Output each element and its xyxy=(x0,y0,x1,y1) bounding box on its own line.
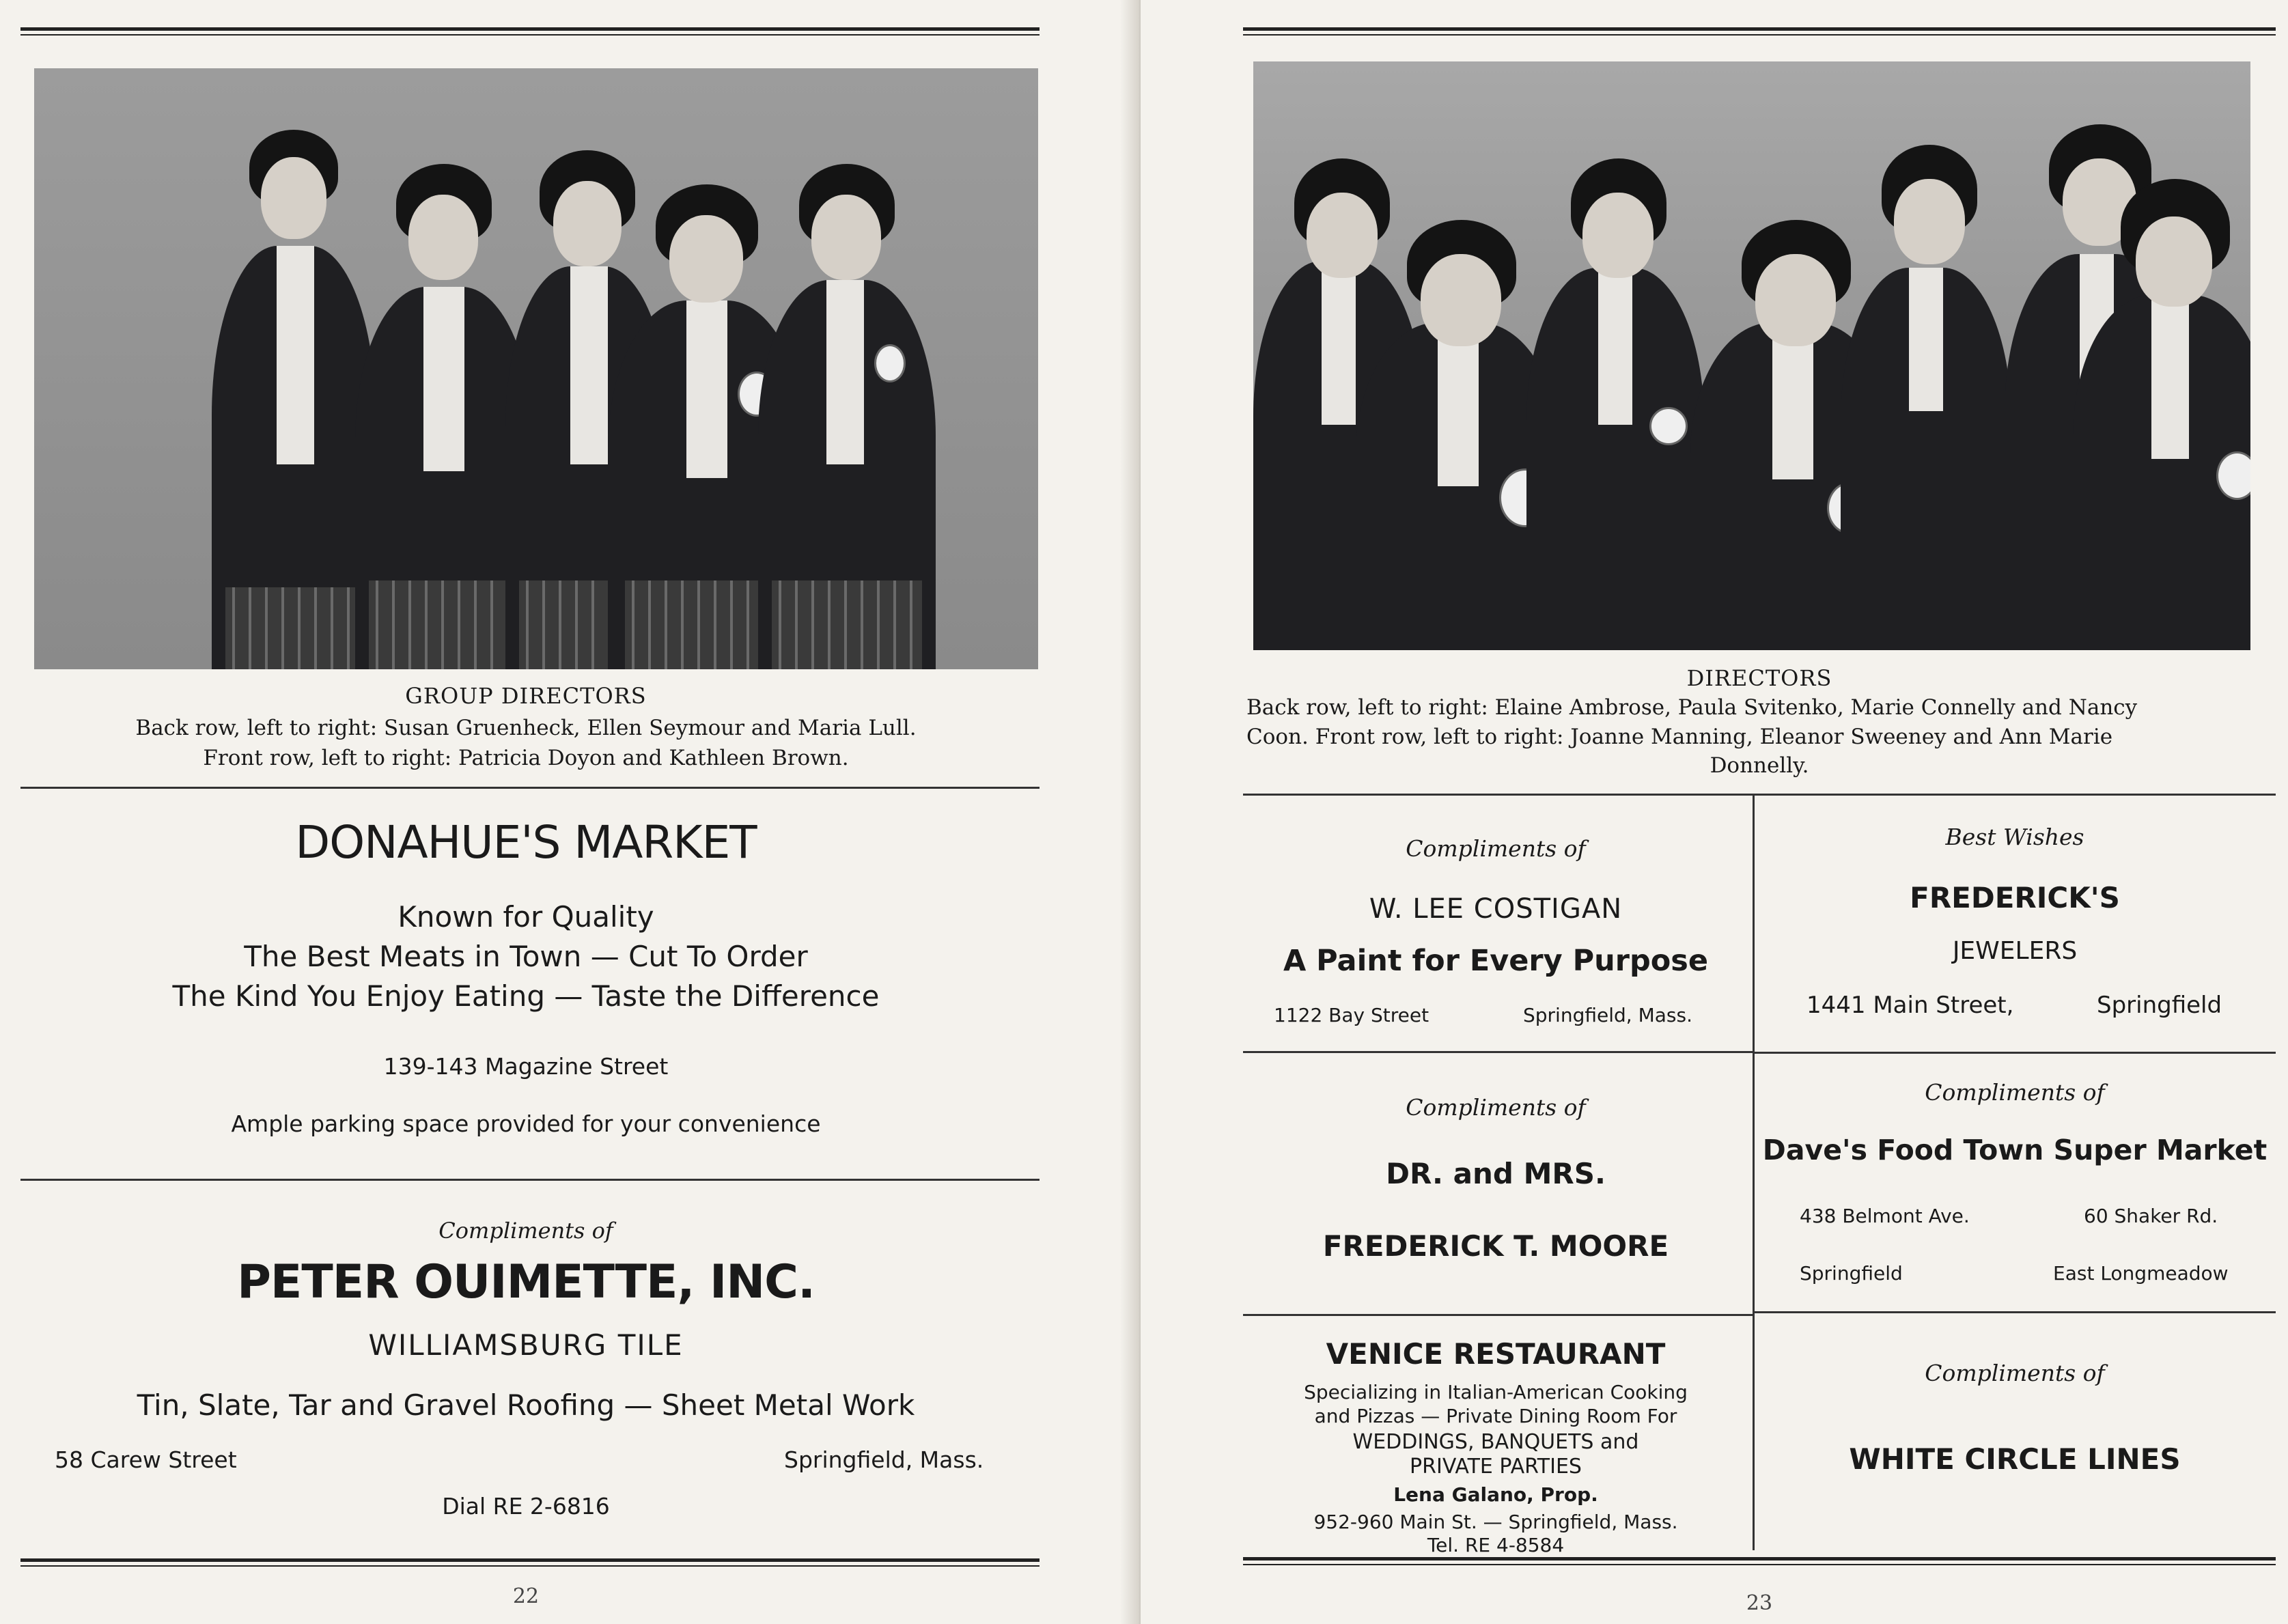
fredericks-wishes: Best Wishes xyxy=(1945,824,2084,850)
group-directors-photo xyxy=(34,68,1038,669)
right-page xyxy=(1141,0,2288,1624)
page-number: 23 xyxy=(1746,1591,1773,1615)
daves-city-1: Springfield xyxy=(1800,1262,1903,1285)
daves-address-1: 438 Belmont Ave. xyxy=(1800,1205,1970,1227)
venice-address: 952-960 Main St. — Springfield, Mass. xyxy=(1313,1511,1678,1533)
daves-compliments: Compliments of xyxy=(1925,1079,2105,1106)
divider xyxy=(1243,1051,1753,1053)
divider xyxy=(1243,794,2276,796)
whitecircle-name: WHITE CIRCLE LINES xyxy=(1849,1442,2181,1476)
caption-title: GROUP DIRECTORS xyxy=(405,683,647,709)
donahue-line-2: The Best Meats in Town — Cut To Order xyxy=(244,940,808,973)
caption-line-2: Coon. Front row, left to right: Joanne Manning, Eleanor Sweeney and Ann Marie xyxy=(1246,725,2113,749)
whitecircle-compliments: Compliments of xyxy=(1925,1360,2105,1386)
ouimette-phone: Dial RE 2-6816 xyxy=(442,1493,610,1520)
divider xyxy=(20,787,1040,789)
ouimette-services: Tin, Slate, Tar and Gravel Roofing — Sheet Metal Work xyxy=(137,1388,915,1422)
bottom-rule xyxy=(1243,1557,2276,1565)
divider xyxy=(1243,1314,1753,1316)
fredericks-city: Springfield xyxy=(2097,992,2222,1019)
venice-line-2: and Pizzas — Private Dining Room For xyxy=(1314,1405,1677,1427)
costigan-name: W. LEE COSTIGAN xyxy=(1369,893,1623,925)
daves-address-2: 60 Shaker Rd. xyxy=(2084,1205,2218,1227)
ouimette-sub: WILLIAMSBURG TILE xyxy=(368,1328,684,1362)
column-divider xyxy=(1753,796,1755,1550)
daves-city-2: East Longmeadow xyxy=(2053,1262,2229,1285)
donahue-address: 139-143 Magazine Street xyxy=(383,1053,669,1080)
donahue-line-1: Known for Quality xyxy=(397,900,654,934)
donahue-note: Ample parking space provided for your convenience xyxy=(231,1110,821,1137)
top-rule xyxy=(20,27,1040,36)
venice-name: VENICE RESTAURANT xyxy=(1326,1337,1666,1371)
venice-prop: Lena Galano, Prop. xyxy=(1393,1483,1598,1506)
moore-line-1: DR. and MRS. xyxy=(1386,1157,1606,1190)
caption-line-3: Donnelly. xyxy=(1710,753,1809,778)
caption-line-1: Back row, left to right: Elaine Ambrose, Paula Svitenko, Marie Connelly and Nancy xyxy=(1246,695,2138,720)
page-number: 22 xyxy=(512,1584,540,1608)
top-rule xyxy=(1243,27,2276,36)
costigan-address: 1122 Bay Street xyxy=(1274,1004,1429,1026)
moore-compliments: Compliments of xyxy=(1406,1094,1586,1121)
costigan-slogan: A Paint for Every Purpose xyxy=(1283,944,1709,978)
fredericks-address: 1441 Main Street, xyxy=(1806,992,2014,1019)
divider xyxy=(1753,1052,2276,1054)
costigan-compliments: Compliments of xyxy=(1406,835,1586,862)
ouimette-address: 58 Carew Street xyxy=(55,1446,237,1473)
ouimette-city: Springfield, Mass. xyxy=(784,1446,984,1473)
ouimette-name: PETER OUIMETTE, INC. xyxy=(237,1255,815,1309)
ouimette-compliments: Compliments of xyxy=(438,1218,613,1244)
donahue-name: DONAHUE'S MARKET xyxy=(295,816,757,869)
bottom-rule xyxy=(20,1558,1040,1567)
divider xyxy=(1753,1311,2276,1313)
fredericks-name: FREDERICK'S xyxy=(1910,881,2120,914)
caption-line-2: Front row, left to right: Patricia Doyon and Kathleen Brown. xyxy=(203,746,849,770)
venice-line-3: WEDDINGS, BANQUETS and xyxy=(1352,1430,1639,1454)
donahue-line-3: The Kind You Enjoy Eating — Taste the Difference xyxy=(172,979,880,1013)
fredericks-sub: JEWELERS xyxy=(1952,937,2078,965)
directors-photo xyxy=(1253,61,2250,650)
caption-title: DIRECTORS xyxy=(1686,665,1832,691)
venice-line-1: Specializing in Italian-American Cooking xyxy=(1304,1381,1688,1403)
divider xyxy=(20,1179,1040,1181)
moore-line-2: FREDERICK T. MOORE xyxy=(1322,1229,1669,1263)
caption-line-1: Back row, left to right: Susan Gruenheck, Ellen Seymour and Maria Lull. xyxy=(135,716,917,740)
venice-phone: Tel. RE 4-8584 xyxy=(1427,1534,1565,1556)
daves-name: Dave's Food Town Super Market xyxy=(1762,1134,2268,1166)
costigan-city: Springfield, Mass. xyxy=(1523,1004,1692,1026)
left-page xyxy=(0,0,1141,1624)
venice-line-4: PRIVATE PARTIES xyxy=(1410,1455,1582,1479)
